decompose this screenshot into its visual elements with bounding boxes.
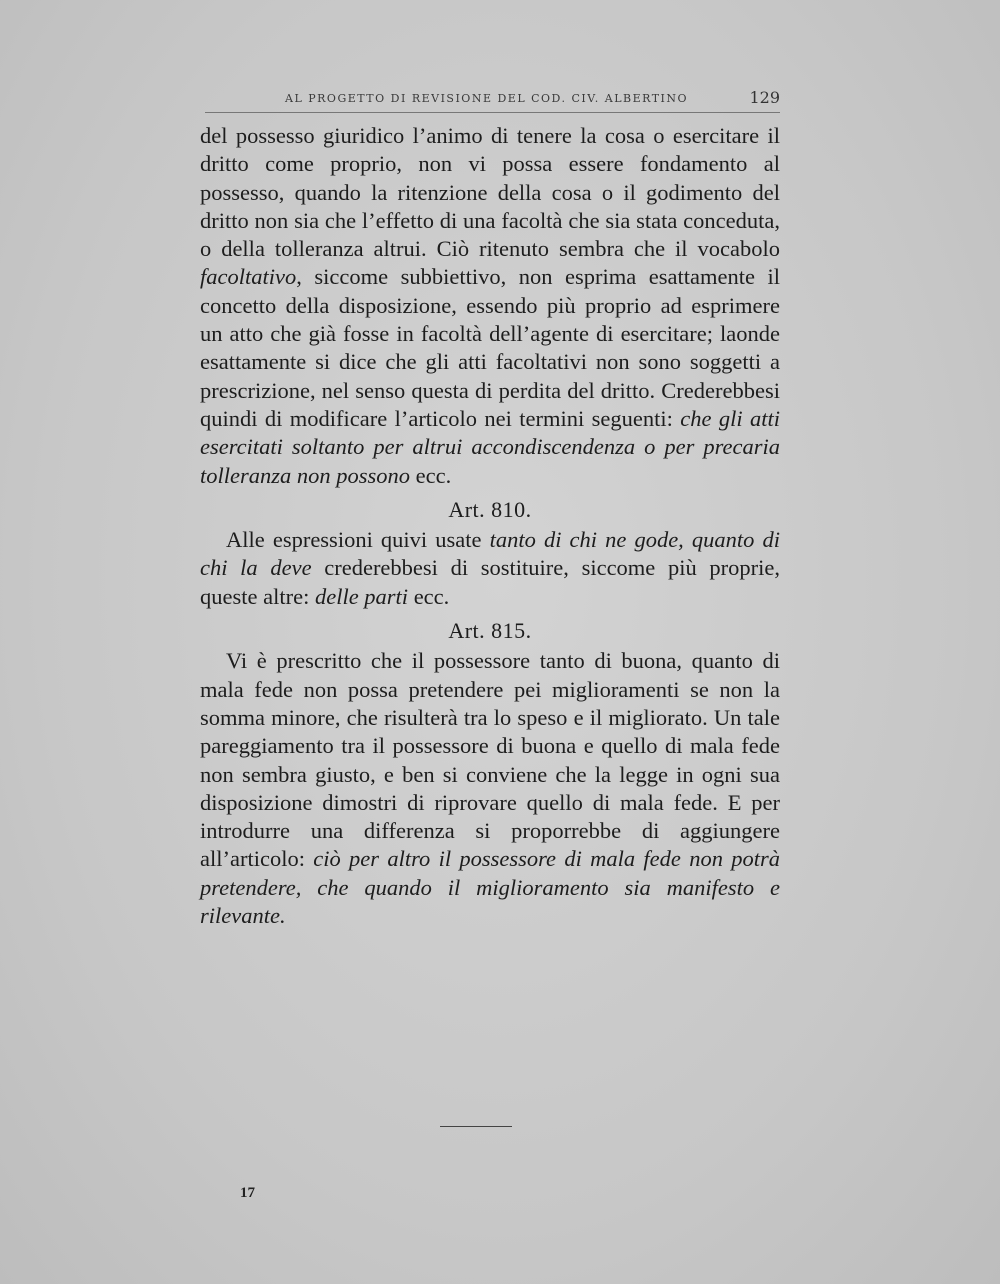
article-heading-815: Art. 815. — [448, 618, 532, 644]
italic-proposal: delle parti — [314, 583, 409, 609]
body-text — [200, 122, 780, 930]
text-run: crederebbesi di sostituire, siccome più proprie, queste altre: — [200, 555, 780, 609]
italic-proposal: che gli atti esercitati soltanto per altrui accondiscendenza o per precaria tolleranza non possono — [200, 405, 780, 488]
italic-term: facoltativo — [200, 264, 297, 290]
signature-mark: 17 — [240, 1185, 255, 1201]
end-rule — [440, 1126, 512, 1127]
paragraph-continuation — [200, 122, 780, 490]
paragraph-art-815 — [200, 647, 780, 930]
text-run: ecc. — [408, 583, 450, 609]
text-run: ecc. — [410, 462, 452, 488]
running-head: AL PROGETTO DI REVISIONE DEL COD. CIV. ALBERTINO — [285, 92, 689, 105]
article-heading-810: Art. 810. — [448, 496, 532, 522]
page-number: 129 — [749, 88, 780, 107]
text-run: Alle espressioni quivi usate — [226, 527, 490, 553]
italic-proposal: ciò per altro il possessore di mala fede non potrà pretendere, che quando il miglioramento sia manifesto e rilevante. — [200, 846, 781, 929]
text-run: del possesso giuridico l’animo di tenere la cosa o esercitare il dritto come proprio, non vi possa essere fondamento al possesso, quando la ritenzione della cosa o il godimento del dritto non sia che l’effetto di una facoltà che sia stata conceduta, o della tolleranza altrui. Ciò ritenuto sembra che il vocabolo — [200, 123, 780, 262]
text-run: Vi è prescritto che il possessore tanto di buona, quanto di mala fede non possa pretendere pei miglioramenti se non la somma minore, che risulterà tra lo speso e il migliorato. Un tale pareggiamento tra il possessore di buona e quello di mala fede non sembra giusto, e ben si conviene che la legge in ogni sua disposizione dimostri di riprovare quello di mala fede. E per introdurre una differenza si proporrebbe di aggiungere all’articolo: — [200, 648, 780, 872]
italic-quote: tanto di chi ne gode, quanto di chi la deve — [200, 527, 780, 581]
text-run: , siccome subbiettivo, non esprima esattamente il concetto della disposizione, essendo più proprio ad esprimere un atto che già fosse in facoltà dell’agente di esercitare; laonde esattamente si dice che gli atti facoltativi non sono soggetti a prescrizione, nel senso questa di perdita del dritto. Crederebbesi quindi di modificare l’articolo nei termini seguenti: — [200, 264, 780, 431]
paragraph-art-810 — [200, 526, 780, 611]
page-header — [205, 88, 780, 113]
